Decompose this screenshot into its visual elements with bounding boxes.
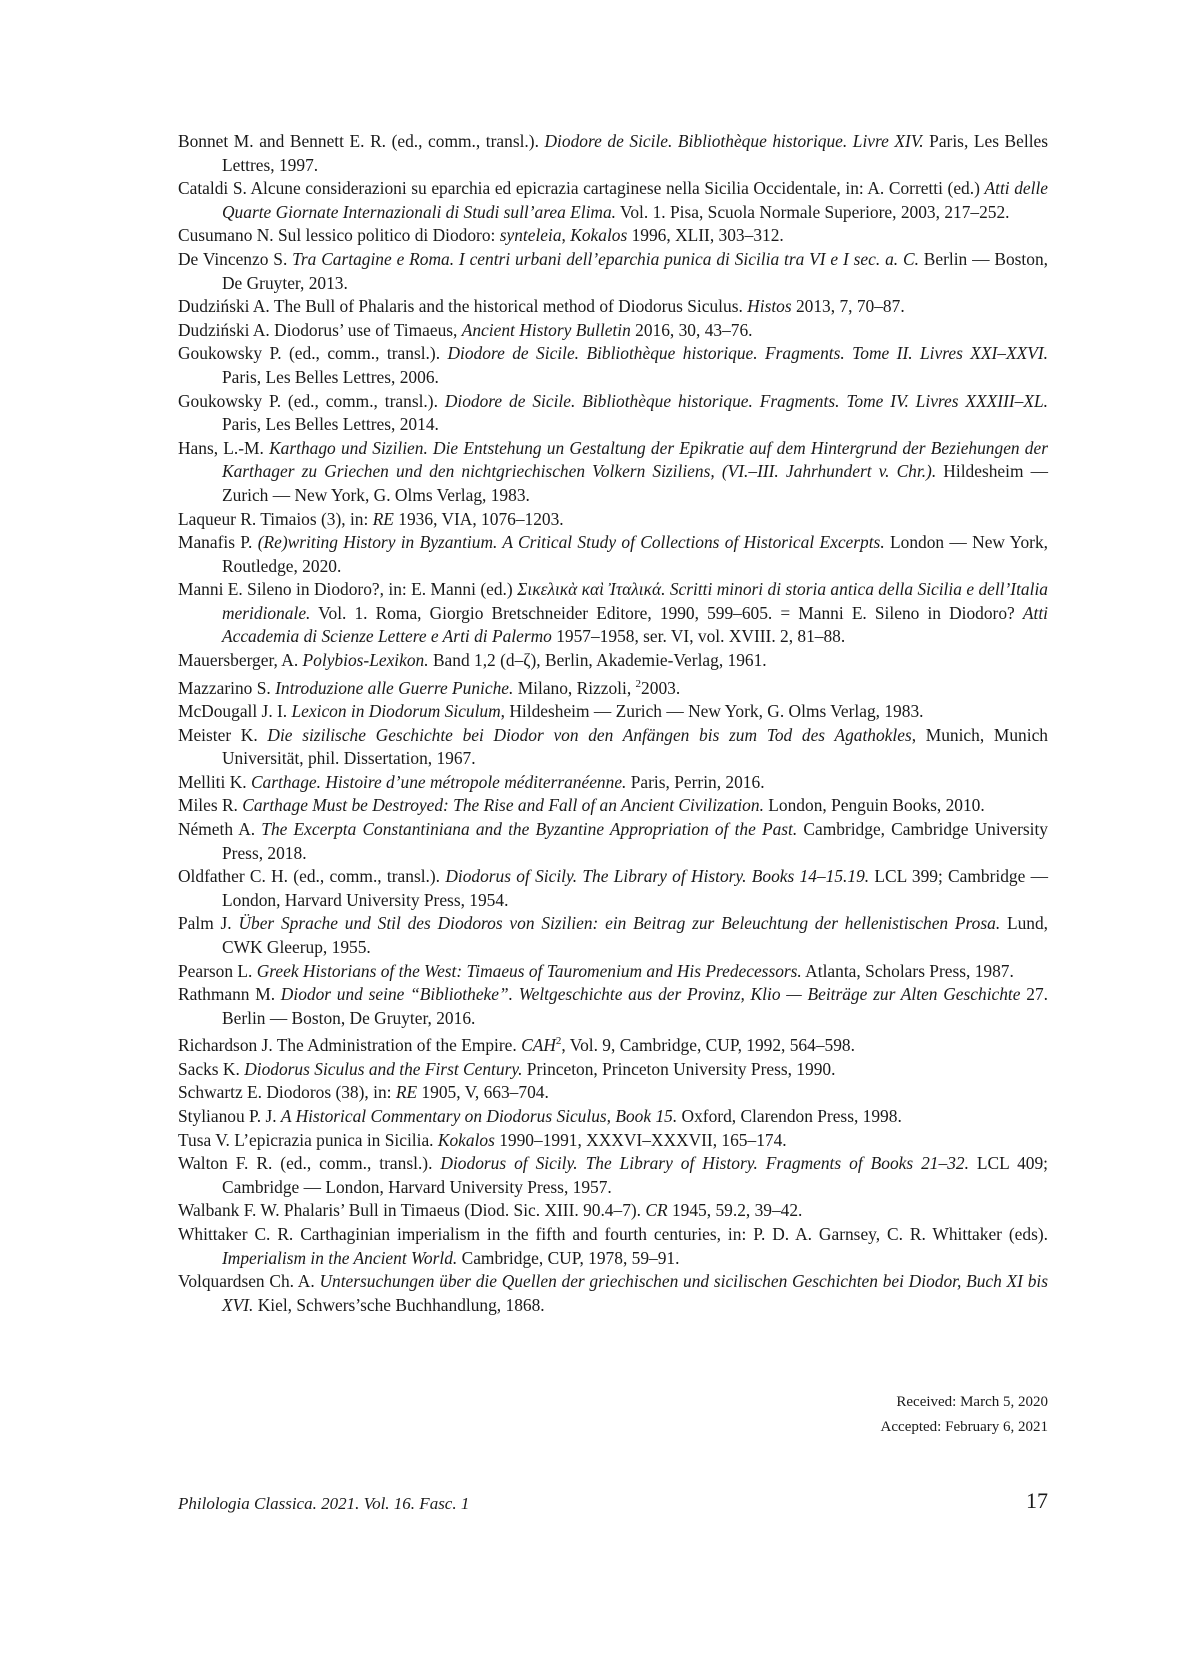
reference-text: Whittaker C. R. Carthaginian imperialism in the fifth and fourth centuries, in: P. D. A. Garnsey, C. R. Whittaker (eds). (178, 1223, 1048, 1244)
reference-title: Greek Historians of the West: Timaeus of Tauromenium and His Predecessors. (256, 960, 802, 981)
reference-text: LCL 409; Cambridge — London, Harvard University Press, 1957. (222, 1153, 1049, 1197)
reference-entry (178, 437, 1048, 508)
reference-text: Vol. 1. Pisa, Scuola Normale Superiore, 2003, 217–252. (616, 201, 1010, 222)
reference-title: Carthage Must be Destroyed: The Rise and Fall of an Ancient Civilization. (242, 795, 764, 816)
reference-title: Tra Cartagine e Roma. I centri urbani dell’eparchia punica di Sicilia tra VI e I sec. a. C. (292, 248, 919, 269)
reference-entry (178, 1199, 1048, 1223)
reference-text: Vol. 1. Roma, Giorgio Bretschneider Editore, 1990, 599–605. = Manni E. Sileno in Diodoro? (310, 602, 1023, 623)
reference-entry (178, 771, 1048, 795)
reference-text: 1957–1958, ser. VI, vol. XVIII. 2, 81–88. (551, 626, 846, 647)
reference-title: CAH (521, 1035, 556, 1056)
reference-entry (178, 1223, 1048, 1270)
reference-entry (178, 508, 1048, 532)
reference-text: 1990–1991, XXXVI–XXXVII, 165–174. (494, 1129, 787, 1150)
reference-title: Diodorus of Sicily. The Library of History. Fragments of Books 21–32. (440, 1153, 969, 1174)
reference-title: Die sizilische Geschichte bei Diodor von den Anfängen bis zum Tod des Agathokles (267, 724, 912, 745)
page-number: 17 (1026, 1488, 1048, 1513)
reference-title: Polybios-Lexikon. (302, 650, 429, 671)
reference-entry (178, 248, 1048, 295)
reference-title: Lexicon in Diodorum Siculum (291, 701, 501, 722)
received-date: Received: March 5, 2020 (896, 1394, 1048, 1410)
reference-text: Paris, Perrin, 2016. (626, 771, 765, 792)
reference-text: 1905, V, 663–704. (417, 1082, 549, 1103)
reference-title: A Historical Commentary on Diodorus Siculus, Book 15. (280, 1105, 678, 1126)
reference-text: 1996, XLII, 303–312. (627, 225, 784, 246)
reference-text: Palm J. (178, 913, 239, 934)
reference-entry (178, 818, 1048, 865)
reference-text: , Vol. 9, Cambridge, CUP, 1992, 564–598. (561, 1035, 855, 1056)
article-dates (881, 1390, 1048, 1440)
reference-title: Diodore de Sicile. Bibliothèque historique. Fragments. Tome II. Livres XXI–XXVI. (447, 343, 1048, 364)
reference-title: Σικελικὰ καὶ Ἰταλικά. Scritti minori di storia antica della Sicilia e dell’Italia meridionale. (222, 579, 1048, 623)
reference-entry (178, 724, 1048, 771)
reference-entry (178, 177, 1048, 224)
reference-text: Sacks K. (178, 1058, 245, 1079)
reference-text: Oldfather C. H. (ed., comm., transl.). (178, 866, 446, 887)
reference-text: Laqueur R. Timaios (3), in: (178, 508, 373, 529)
reference-title: Ancient History Bulletin (461, 319, 631, 340)
reference-entry (178, 1058, 1048, 1082)
reference-title: RE (372, 508, 394, 529)
reference-text: Goukowsky P. (ed., comm., transl.). (178, 343, 448, 364)
reference-text: Hildesheim — Zurich — New York, G. Olms Verlag, 1983. (222, 461, 1048, 505)
reference-entry (178, 578, 1048, 649)
reference-text: 27. Berlin — Boston, De Gruyter, 2016. (222, 984, 1048, 1028)
reference-text: 2016, 30, 43–76. (630, 319, 753, 340)
reference-entry (178, 912, 1048, 959)
reference-text: , Munich, Munich Universität, phil. Dissertation, 1967. (222, 724, 1048, 769)
reference-title: Atti Accademia di Scienze Lettere e Arti di Palermo (222, 602, 1048, 647)
reference-text: 2013, 7, 70–87. (791, 296, 905, 317)
reference-title: The Excerpta Constantiniana and the Byzantine Appropriation of the Past. (261, 819, 798, 840)
reference-title: (Re)writing History in Byzantium. A Critical Study of Collections of Historical Excerpts. (257, 532, 885, 553)
reference-title: Atti delle Quarte Giornate Internazionali di Studi sull’area Elima. (222, 178, 1048, 222)
reference-entry (178, 983, 1048, 1030)
reference-entry (178, 390, 1048, 437)
reference-text: Németh A. (178, 819, 262, 840)
reference-entry (178, 649, 1048, 673)
reference-text: Paris, Les Belles Lettres, 1997. (222, 131, 1049, 175)
superscript: 2 (635, 677, 642, 690)
reference-entry (178, 319, 1048, 343)
reference-title: Diodor und seine “Bibliotheke”. Weltgeschichte aus der Provinz, Klio — Beiträge zur Alten Geschichte (280, 984, 1021, 1005)
reference-text: Cambridge, CUP, 1978, 59–91. (457, 1247, 680, 1268)
reference-text: Mauersberger, A. (178, 650, 303, 671)
reference-entry (178, 342, 1048, 389)
reference-title: Diodore de Sicile. Bibliothèque historique. Fragments. Tome IV. Livres XXXIII–XL. (444, 390, 1048, 411)
reference-text: Cambridge, Cambridge University Press, 2018. (222, 819, 1049, 863)
reference-text: Rathmann M. (178, 984, 281, 1005)
reference-title: Imperialism in the Ancient World. (222, 1247, 458, 1268)
reference-text: Mazzarino S. (178, 677, 276, 698)
reference-text: Atlanta, Scholars Press, 1987. (801, 960, 1014, 981)
reference-entry (178, 673, 1048, 700)
reference-text: Miles R. (178, 795, 243, 816)
reference-text: Dudziński A. Diodorus’ use of Timaeus, (178, 319, 462, 340)
reference-entry (178, 295, 1048, 319)
reference-text: Meister K. (178, 724, 268, 745)
footer-journal-title: Philologia Classica. 2021. Vol. 16. Fasc. 1 (178, 1494, 470, 1513)
reference-text: Walton F. R. (ed., comm., transl.). (178, 1153, 441, 1174)
reference-text: Walbank F. W. Phalaris’ Bull in Timaeus (Diod. Sic. XIII. 90.4–7). (178, 1200, 646, 1221)
reference-entry (178, 1129, 1048, 1153)
reference-title: Carthage. Histoire d’une métropole méditerranéenne. (250, 771, 627, 792)
reference-title: Untersuchungen über die Quellen der griechischen und sicilischen Geschichten bei Diodor, Buch XI bis XVI. (222, 1271, 1048, 1315)
reference-text: LCL 399; Cambridge — London, Harvard University Press, 1954. (222, 866, 1048, 910)
reference-text: Cataldi S. Alcune considerazioni su eparchia ed epicrazia cartaginese nella Sicilia Occidentale, in: A. Corretti (ed.) (178, 178, 985, 199)
reference-entry (178, 224, 1048, 248)
reference-text: McDougall J. I. (178, 701, 292, 722)
reference-list (178, 130, 1048, 1317)
reference-text: Richardson J. The Administration of the Empire. (178, 1035, 522, 1056)
reference-text: Berlin — Boston, De Gruyter, 2013. (222, 248, 1048, 293)
reference-text: 1936, VIA, 1076–1203. (393, 508, 564, 529)
reference-text: Schwartz E. Diodoros (38), in: (178, 1082, 396, 1103)
accepted-date: Accepted: February 6, 2021 (880, 1419, 1048, 1435)
reference-text: Manni E. Sileno in Diodoro?, in: E. Manni (ed.) (178, 579, 518, 600)
reference-title: RE (395, 1082, 418, 1103)
reference-title: Diodorus Siculus and the First Century. (244, 1058, 523, 1079)
reference-text: Pearson L. (178, 960, 257, 981)
reference-text: Melliti K. (178, 771, 251, 792)
reference-text: Volquardsen Ch. A. (178, 1271, 320, 1292)
reference-text: , (561, 225, 571, 246)
reference-text: Kiel, Schwers’sche Buchhandlung, 1868. (253, 1294, 545, 1315)
reference-text: , Hildesheim — Zurich — New York, G. Olms Verlag, 1983. (500, 701, 924, 722)
reference-text: Manafis P. (178, 532, 258, 553)
reference-entry (178, 130, 1048, 177)
reference-entry (178, 1105, 1048, 1129)
reference-title: Introduzione alle Guerre Puniche. (275, 677, 514, 698)
reference-text: Oxford, Clarendon Press, 1998. (677, 1105, 902, 1126)
reference-text: Hans, L.-M. (178, 437, 270, 458)
reference-entry (178, 865, 1048, 912)
reference-title: Karthago und Sizilien. Die Entstehung un Gestaltung der Epikratie auf dem Hintergrund der Beziehungen der Karthager zu Griechen und den nichtgriechischen Volkern Siziliens, (VI.–III. Jahrhundert v. Chr.). (222, 437, 1048, 482)
reference-entry (178, 531, 1048, 578)
reference-title: Diodorus of Sicily. The Library of History. Books 14–15.19. (445, 866, 870, 887)
reference-text: Cusumano N. Sul lessico politico di Diodoro: (178, 225, 500, 246)
reference-title: CR (645, 1200, 668, 1221)
reference-text: Bonnet M. and Bennett E. R. (ed., comm., transl.). (178, 131, 545, 151)
reference-text: Paris, Les Belles Lettres, 2014. (222, 414, 439, 435)
reference-text: Paris, Les Belles Lettres, 2006. (222, 366, 439, 387)
reference-title: Histos (747, 296, 792, 317)
reference-text: Lund, CWK Gleerup, 1955. (222, 913, 1049, 957)
reference-title: Diodore de Sicile. Bibliothèque historique. Livre XIV. (544, 131, 924, 151)
reference-title: Kokalos (437, 1129, 495, 1150)
reference-title: Kokalos (570, 225, 628, 246)
reference-text: London — New York, Routledge, 2020. (222, 532, 1048, 576)
reference-text: Dudziński A. The Bull of Phalaris and the historical method of Diodorus Siculus. (178, 296, 748, 317)
reference-text: 1945, 59.2, 39–42. (667, 1200, 803, 1221)
reference-text: Stylianou P. J. (178, 1105, 281, 1126)
superscript: 2 (555, 1035, 562, 1048)
reference-text: De Vincenzo S. (178, 248, 293, 269)
reference-text: Milano, Rizzoli, (513, 677, 636, 698)
reference-title: synteleia (499, 225, 562, 246)
reference-text: Tusa V. L’epicrazia punica in Sicilia. (178, 1129, 438, 1150)
reference-text: Goukowsky P. (ed., comm., transl.). (178, 390, 445, 411)
reference-text: Band 1,2 (d–ζ), Berlin, Akademie-Verlag, 1961. (428, 650, 767, 671)
reference-entry (178, 794, 1048, 818)
reference-entry (178, 1270, 1048, 1317)
reference-text: 2003. (641, 677, 681, 698)
reference-entry (178, 1030, 1048, 1057)
reference-text: Princeton, Princeton University Press, 1990. (522, 1058, 836, 1079)
reference-title: Über Sprache und Stil des Diodoros von Sizilien: ein Beitrag zur Beleuchtung der hellenistischen Prosa. (238, 913, 1001, 934)
reference-text: London, Penguin Books, 2010. (763, 795, 985, 816)
reference-entry (178, 700, 1048, 724)
reference-entry (178, 1152, 1048, 1199)
reference-entry (178, 1081, 1048, 1105)
reference-entry (178, 960, 1048, 984)
